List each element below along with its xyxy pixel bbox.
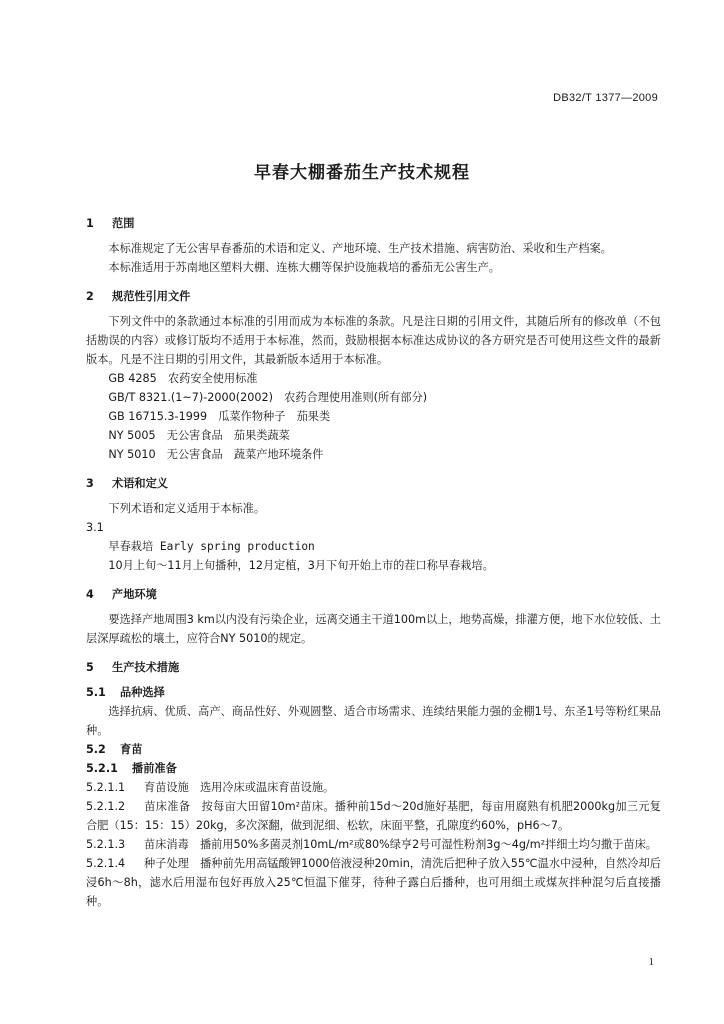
subsection-number: 5.2	[86, 743, 106, 756]
section-3-heading	[86, 474, 661, 493]
page-number: 1	[648, 956, 654, 968]
clause-number: 5.2.1.1	[86, 781, 126, 794]
subsection-5-1-heading	[86, 683, 661, 702]
section-title: 范围	[112, 217, 135, 230]
section-title: 生产技术措施	[112, 661, 180, 674]
paragraph: 本标准适用于苏南地区塑料大棚、连栋大棚等保护设施栽培的番茄无公害生产。	[108, 261, 500, 274]
subsection-5-2-1-heading	[86, 759, 661, 778]
section-title: 产地环境	[112, 588, 157, 601]
clause-5-2-1-4	[86, 854, 661, 911]
term-name: 早春栽培 Early spring production	[108, 540, 315, 553]
section-number: 2	[86, 290, 94, 303]
subsection-5-2-heading	[86, 740, 661, 759]
clause-text: 苗床准备 按每亩大田留10m²苗床。播种前15d～20d施好基肥，每亩用腐熟有机肥2000kg加三元复合肥（15：15：15）20kg，多次深翻，做到泥细、松软，床面平整，孔隙度约60%，pH6～7。	[86, 800, 661, 832]
section-number: 4	[86, 588, 94, 601]
reference-item: NY 5010 无公害食品 蔬菜产地环境条件	[108, 448, 324, 461]
paragraph: 要选择产地周围3 km以内没有污染企业，远离交通主干道100m以上，地势高燥，排灌方便，地下水位较低、土层深厚疏松的壤土，应符合NY 5010的规定。	[86, 613, 661, 645]
section-number: 1	[86, 217, 94, 230]
subsection-number: 5.2.1	[86, 762, 118, 775]
clause-number: 5.2.1.3	[86, 838, 126, 851]
document-title: 早春大棚番茄生产技术规程	[254, 163, 470, 183]
section-4-heading	[86, 585, 661, 604]
subsection-title: 播前准备	[132, 762, 177, 775]
reference-item: GB 16715.3-1999 瓜菜作物种子 茄果类	[108, 410, 331, 423]
clause-5-2-1-2	[86, 797, 661, 835]
subsection-title: 品种选择	[120, 686, 165, 699]
section-number: 3	[86, 477, 94, 490]
paragraph: 下列文件中的条款通过本标准的引用而成为本标准的条款。凡是注日期的引用文件，其随后所有的修改单（不包括勘误的内容）或修订版均不适用于本标准，然而，鼓励根据本标准达成协议的各方研究是否可使用这些文件的最新版本。凡是不注日期的引用文件，其最新版本适用于本标准。	[86, 315, 661, 366]
term-definition: 10月上旬～11月上旬播种，12月定植，3月下旬开始上市的茬口称早春栽培。	[108, 559, 494, 572]
clause-number: 5.2.1.2	[86, 800, 126, 813]
paragraph: 下列术语和定义适用于本标准。	[108, 502, 266, 515]
subsection-number: 5.1	[86, 686, 106, 699]
section-title: 术语和定义	[112, 477, 168, 490]
subsection-title: 育苗	[120, 743, 143, 756]
document-body	[86, 214, 661, 911]
clause-5-2-1-1	[86, 778, 661, 797]
standard-code: DB32/T 1377—2009	[553, 92, 658, 104]
section-1-heading	[86, 214, 661, 233]
clause-text: 苗床消毒 播前用50%多菌灵剂10mL/m²或80%绿亨2号可湿性粉剂3g～4g/m²拌细土均匀撒于苗床。	[144, 838, 657, 851]
clause-5-2-1-3	[86, 835, 661, 854]
clause-text: 育苗设施 选用冷床或温床育苗设施。	[144, 781, 335, 794]
reference-item: GB/T 8321.(1~7)-2000(2002) 农药合理使用准则(所有部分)	[108, 391, 428, 404]
clause-text: 种子处理 播种前先用高锰酸钾1000倍液浸种20min，清洗后把种子放入55℃温水中浸种，自然冷却后浸6h～8h，滤水后用湿布包好再放入25℃恒温下催芽，待种子露白后播种，也可用细土或煤灰拌种混匀后直接播种。	[86, 857, 661, 908]
clause-number: 5.2.1.4	[86, 857, 126, 870]
section-number: 5	[86, 661, 94, 674]
paragraph: 选择抗病、优质、高产、商品性好、外观圆整、适合市场需求、连续结果能力强的金棚1号、东圣1号等粉红果品种。	[86, 705, 661, 737]
section-title: 规范性引用文件	[112, 290, 191, 303]
paragraph: 本标准规定了无公害早春番茄的术语和定义、产地环境、生产技术措施、病害防治、采收和生产档案。	[108, 242, 612, 255]
section-2-heading	[86, 287, 661, 306]
reference-item: NY 5005 无公害食品 茄果类蔬菜	[108, 429, 290, 442]
section-5-heading	[86, 658, 661, 677]
reference-item: GB 4285 农药安全使用标准	[108, 372, 258, 385]
term-number: 3.1	[86, 521, 104, 534]
